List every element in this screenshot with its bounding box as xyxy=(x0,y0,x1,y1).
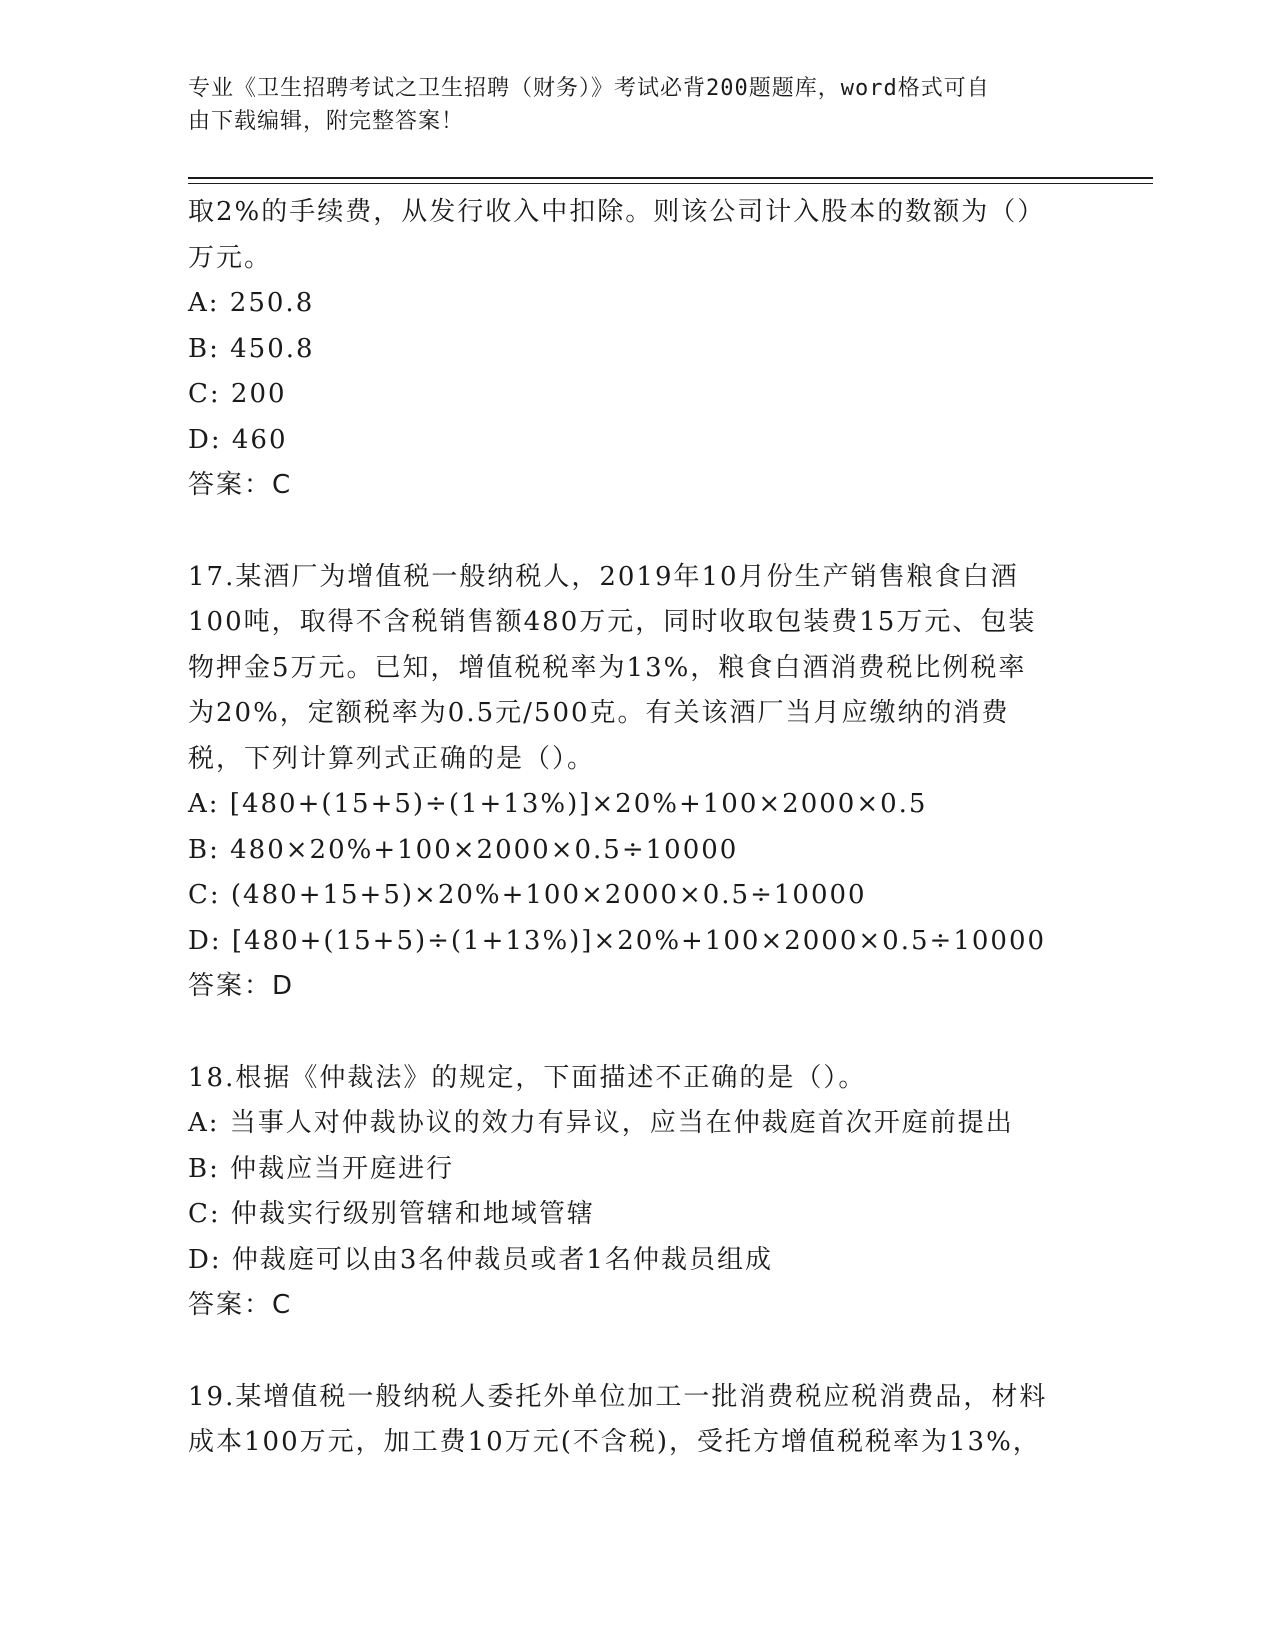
question-18 xyxy=(188,1056,1088,1329)
question-19 xyxy=(188,1375,1088,1466)
header-divider-thin xyxy=(188,183,1153,184)
question-stem-line: 成本100万元，加工费10万元(不含税)，受托方增值税税率为13%， xyxy=(188,1427,1041,1457)
question-stem-line: 为20%，定额税率为0.5元/500克。有关该酒厂当月应缴纳的消费 xyxy=(188,698,1010,728)
header-divider-thick xyxy=(188,177,1153,179)
option-c: C: (480+15+5)×20%+100×2000×0.5÷10000 xyxy=(188,880,867,910)
spacer xyxy=(188,1010,1088,1056)
question-stem-line: 100吨，取得不含税销售额480万元，同时收取包装费15万元、包装 xyxy=(188,607,1037,637)
option-b: B: 480×20%+100×2000×0.5÷10000 xyxy=(188,834,739,865)
question-stem-line: 17.某酒厂为增值税一般纳税人，2019年10月份生产销售粮食白酒 xyxy=(188,561,1019,592)
question-stem-line: 取2%的手续费，从发行收入中扣除。则该公司计入股本的数额为（） xyxy=(188,197,1046,227)
spacer xyxy=(188,509,1088,555)
header-title-line-2: 由下载编辑，附完整答案！ xyxy=(188,109,465,134)
option-c: C: 仲裁实行级别管辖和地域管辖 xyxy=(188,1199,595,1229)
option-d: D: 仲裁庭可以由3名仲裁员或者1名仲裁员组成 xyxy=(188,1244,773,1275)
option-a: A: 当事人对仲裁协议的效力有异议，应当在仲裁庭首次开庭前提出 xyxy=(188,1108,1014,1138)
question-list xyxy=(188,190,1088,1466)
question-stem-line: 万元。 xyxy=(188,242,273,273)
question-stem-line: 19.某增值税一般纳税人委托外单位加工一批消费税应税消费品，材料 xyxy=(188,1381,1048,1412)
option-a: A: 250.8 xyxy=(188,288,315,318)
spacer xyxy=(188,1329,1088,1375)
answer-line: 答案：D xyxy=(188,971,295,1001)
option-a: A: [480+(15+5)÷(1+13%)]×20%+100×2000×0.5 xyxy=(188,789,928,819)
document-header xyxy=(188,72,1068,138)
question-stem-line: 物押金5万元。已知，增值税税率为13%，粮食白酒消费税比例税率 xyxy=(188,652,1027,683)
question-stem-line: 税，下列计算列式正确的是（）。 xyxy=(188,743,596,774)
answer-line: 答案：C xyxy=(188,470,293,500)
question-16 xyxy=(188,190,1088,509)
question-stem-line: 18.根据《仲裁法》的规定，下面描述不正确的是（）。 xyxy=(188,1062,867,1093)
option-d: D: 460 xyxy=(188,424,288,455)
option-d: D: [480+(15+5)÷(1+13%)]×20%+100×2000×0.5÷10000 xyxy=(188,925,1047,956)
option-b: B: 450.8 xyxy=(188,333,315,364)
answer-line: 答案：C xyxy=(188,1290,293,1320)
question-17 xyxy=(188,555,1088,1010)
header-title-line-1: 专业《卫生招聘考试之卫生招聘（财务）》考试必背200题题库，word格式可自 xyxy=(188,76,990,101)
option-c: C: 200 xyxy=(188,379,287,409)
option-b: B: 仲裁应当开庭进行 xyxy=(188,1153,455,1184)
